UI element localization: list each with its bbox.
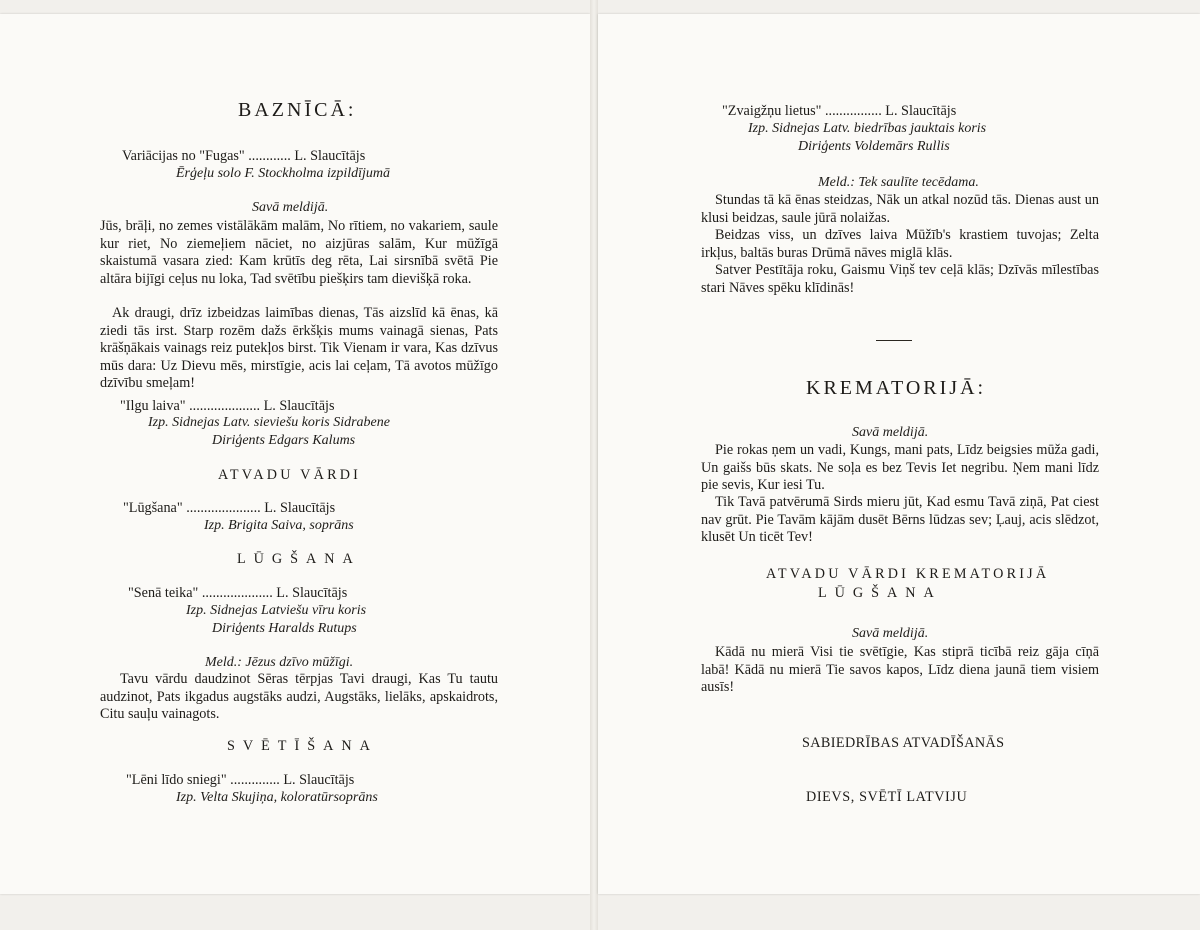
verse-paragraph: Ak draugi, drīz izbeidzas laimības dienas, Tās aizslīd kā ēnas, kā ziedi tās irst. Starp rozēm dažs ērkšķis mums vainagā sienas, Pats krāšņākais vainags reiz putekļos birst. Tik Vienam ir vara, Kas dzīvus mūs dara: Uz Dievu mēs, mirstīgie, acis lai ceļam, Tā avotos mūžīgo dzīvību smeļam!: [100, 305, 498, 392]
melody-note: Savā meldijā.: [852, 425, 929, 440]
section-atvadu-vardi-krematorija: ATVADU VĀRDI KREMATORIJĀ: [766, 566, 1050, 582]
section-atvadu-vardi: ATVADU VĀRDI: [218, 467, 362, 483]
section-dievs-sveti-latviju: DIEVS, SVĒTĪ LATVIJU: [806, 789, 968, 805]
performer-line: Izp. Brigita Saiva, soprāns: [204, 518, 354, 533]
left-page: [0, 14, 590, 894]
verse-paragraph: Kādā nu mierā Visi tie svētīgie, Kas stiprā ticībā reiz gāja cīņā labā! Kādā nu mierā Tie savos kapos, Līdz diena jaunā tiem visiem ausīs!: [701, 644, 1099, 696]
section-lugsana: LŪGŠANA: [237, 551, 361, 567]
title-krematorija: KREMATORIJĀ:: [806, 377, 987, 399]
section-sabiedribas-atvadisanas: SABIEDRĪBAS ATVADĪŠANĀS: [802, 735, 1005, 751]
performer-line: Izp. Sidnejas Latv. sieviešu koris Sidrabene: [148, 415, 390, 430]
program-item-sena-teika: "Senā teika" .................... L. Slaucītājs: [128, 585, 348, 601]
section-lugsana: LŪGŠANA: [818, 585, 942, 601]
divider-rule: [876, 340, 912, 341]
performer-line: Izp. Velta Skujiņa, koloratūrsoprāns: [176, 790, 378, 805]
conductor-line: Diriģents Edgars Kalums: [212, 433, 356, 448]
verse-paragraph: Tavu vārdu daudzinot Sēras tērpjas Tavi draugi, Kas Tu tautu audzinot, Pats ikgadus augstāks audzi, Augstāks, lielāks, apskaidrots, Citu sauļu vainagots.: [100, 671, 498, 723]
section-svetisana: SVĒTĪŠANA: [227, 738, 378, 754]
melody-note: Meld.: Jēzus dzīvo mūžīgi.: [205, 655, 354, 670]
verse-paragraph: Stundas tā kā ēnas steidzas, Nāk un atkal nozūd tās. Dienas aust un klusi beidzas, saule jūrā nolaižas.: [701, 192, 1099, 226]
verse-paragraph: Satver Pestītāja roku, Gaismu Viņš tev ceļā klās; Dzīvās mīlestības stari Nāves spēku klīdinās!: [701, 262, 1099, 296]
conductor-line: Diriģents Voldemārs Rullis: [798, 139, 950, 154]
melody-note: Meld.: Tek saulīte tecēdama.: [818, 175, 979, 190]
melody-note: Savā meldijā.: [252, 200, 329, 215]
performer-line: Izp. Sidnejas Latviešu vīru koris: [186, 603, 367, 618]
program-item-variacijas: Variācijas no "Fugas" ............ L. Slaucītājs: [122, 148, 366, 164]
conductor-line: Diriģents Haralds Rutups: [212, 621, 357, 636]
performer-line: Izp. Sidnejas Latv. biedrības jauktais koris: [748, 121, 987, 136]
program-item-lugsana: "Lūgšana" ..................... L. Slaucītājs: [123, 500, 336, 516]
verse-paragraph: Tik Tavā patvērumā Sirds mieru jūt, Kad esmu Tavā ziņā, Pat ciest nav grūt. Pie Tavām kājām dusēt Bērns lūdzas sev; Ļauj, acis slēdzot, klusēt Un ticēt Tev!: [701, 494, 1099, 546]
verse-paragraph: Beidzas viss, un dzīves laiva Mūžīb's krastiem tuvojas; Zelta irkļus, baltās buras Drūmā nāves miglā klās.: [701, 227, 1099, 261]
program-item-leni-lido-sniegi: "Lēni līdo sniegi" .............. L. Slaucītājs: [126, 772, 355, 788]
program-item-zvaigznu-lietus: "Zvaigžņu lietus" ................ L. Slaucītājs: [722, 103, 957, 119]
verse-paragraph: Pie rokas ņem un vadi, Kungs, mani pats, Līdz beigsies mūža gadi, Un gaišs būs skats. Ne soļa es bez Tevis Iet negribu. Ņem mani līdz pie sevis, Kur iesi Tu.: [701, 442, 1099, 494]
performer-line: Ērģeļu solo F. Stockholma izpildījumā: [176, 166, 391, 181]
page-fold: [590, 0, 598, 930]
title-baznica: BAZNĪCĀ:: [238, 99, 357, 121]
verse-paragraph: Jūs, brāļi, no zemes vistālākām malām, No rītiem, no vakariem, saule kur riet, No ziemeļiem nāciet, no aizjūras salām, Kur mūžīgā skaistumā vasara zied: Kam krūtīs deg rēta, Lai sirsnībā svētā Pie altāra bijīgi ceļus nu loka, Tad svētību piešķirs tam dievišķā roka.: [100, 218, 498, 287]
melody-note: Savā meldijā.: [852, 626, 929, 641]
program-item-ilgu-laiva: "Ilgu laiva" .................... L. Slaucītājs: [120, 398, 335, 414]
